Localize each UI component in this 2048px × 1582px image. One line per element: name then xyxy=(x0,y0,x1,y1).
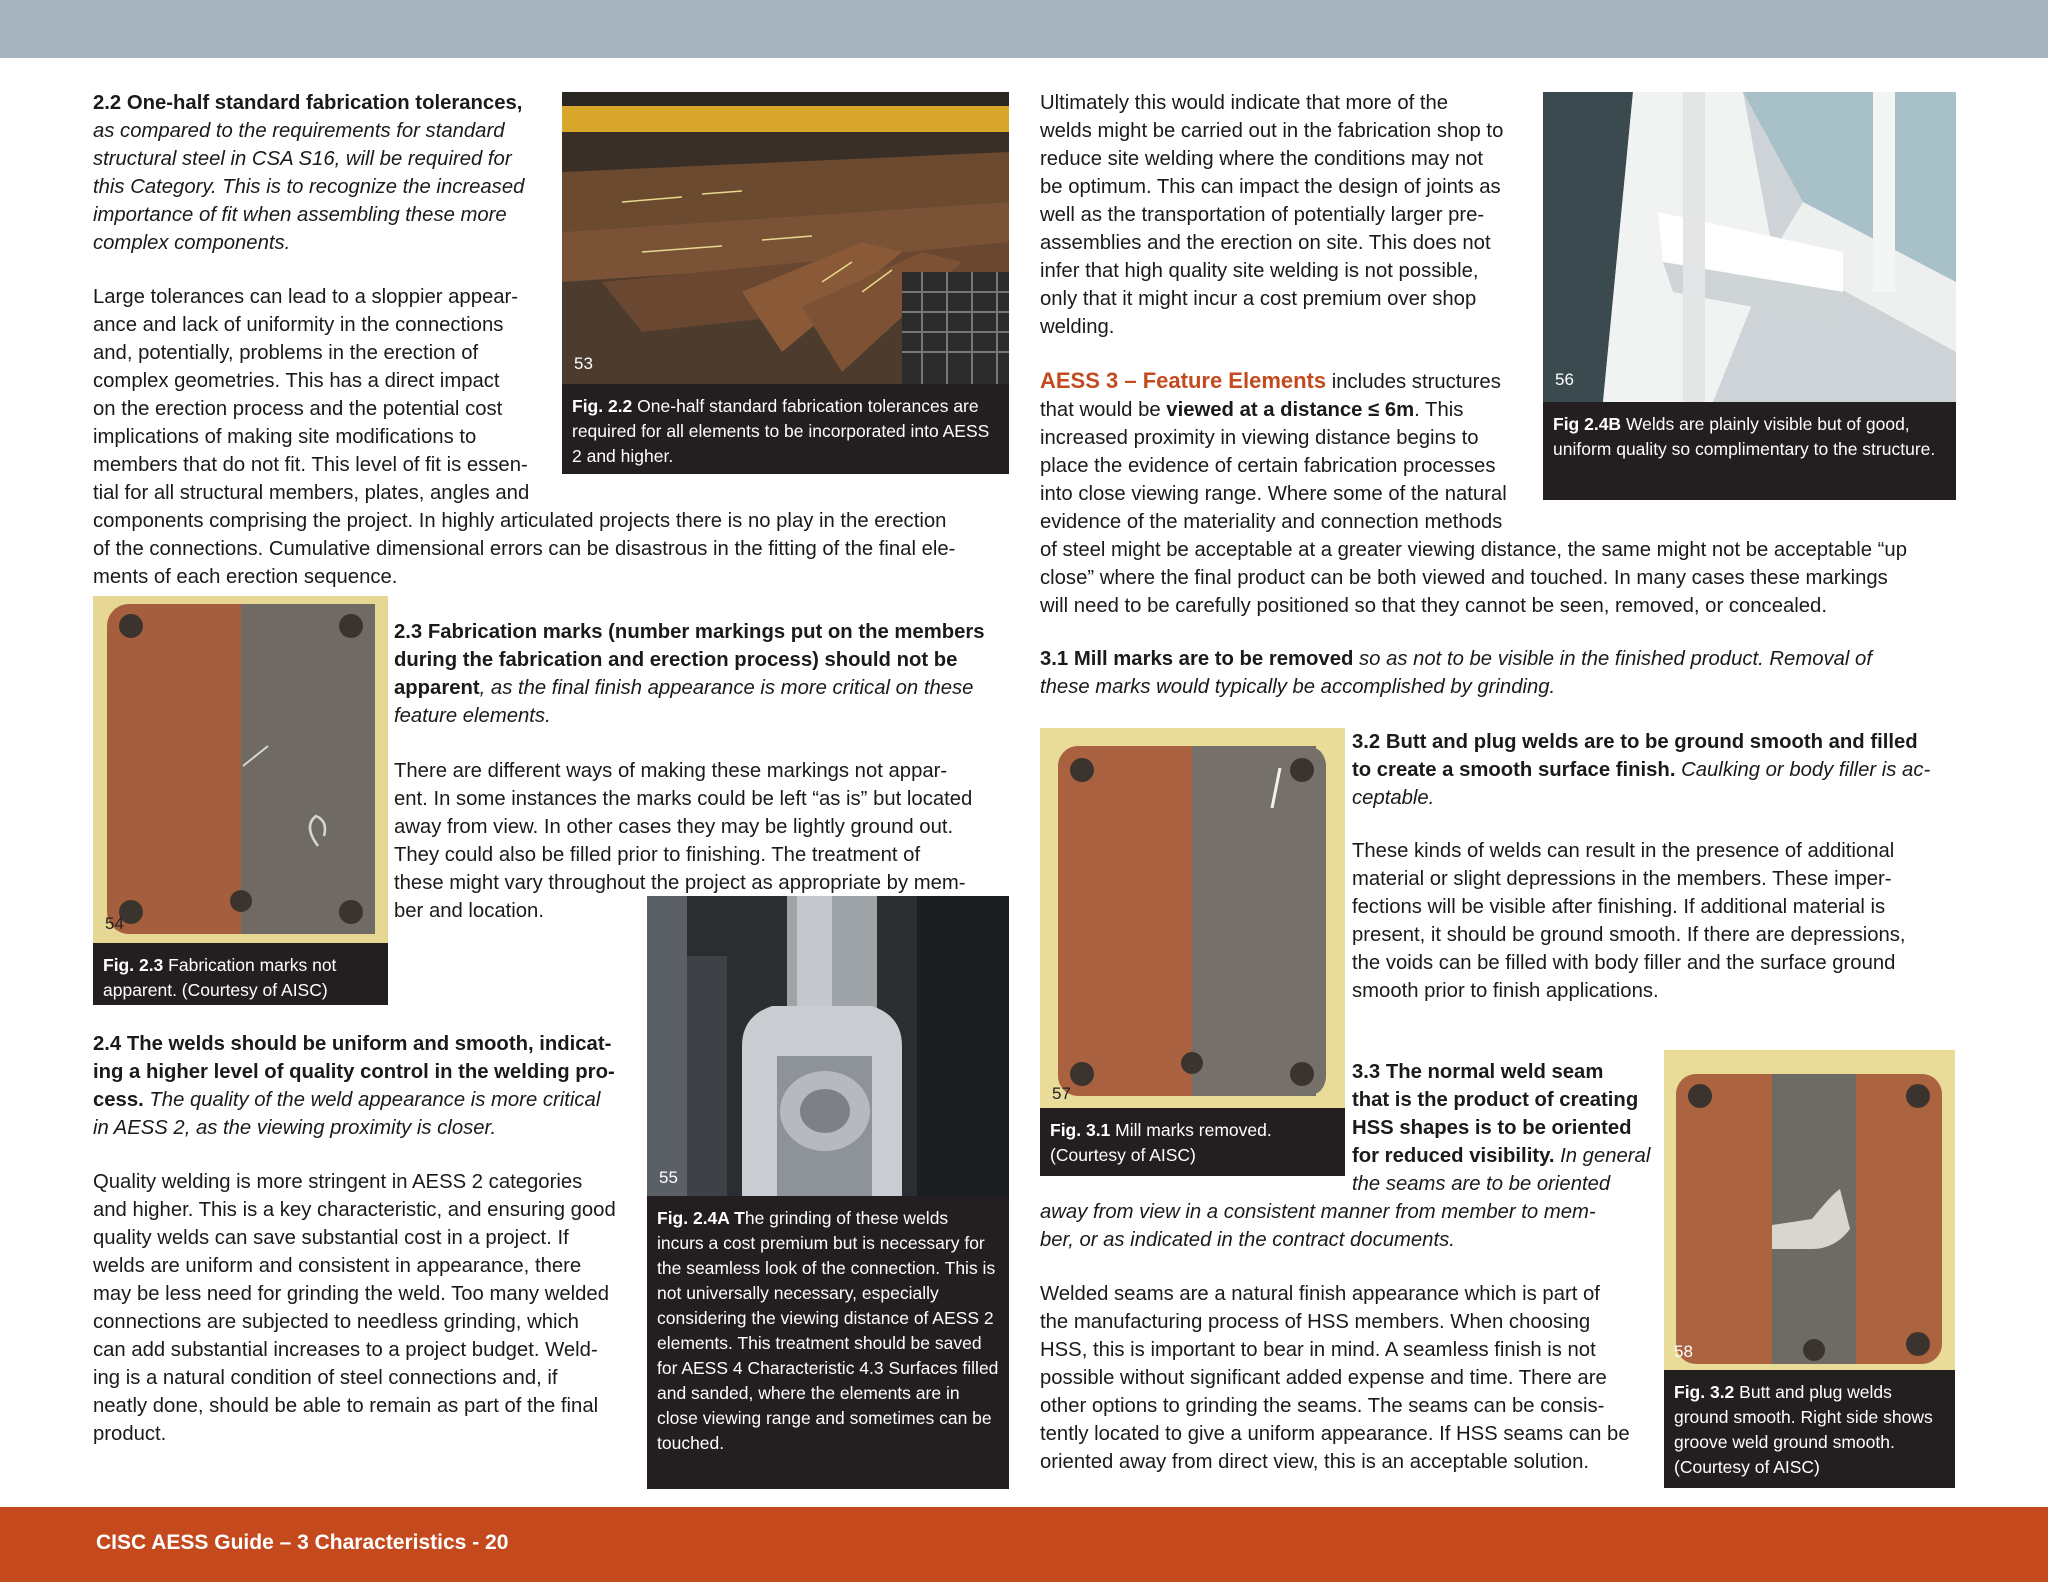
text-line xyxy=(93,535,955,563)
caption-text: Mill marks removed. (Courtesy of AISC) xyxy=(1050,1120,1272,1165)
line-text: away from view in a consistent manner from member to mem- xyxy=(1040,1201,1596,1223)
line-bold: cess. xyxy=(93,1089,144,1111)
figure-53-photo xyxy=(562,92,1009,384)
text-line xyxy=(93,1252,616,1280)
fabrication-plate-image xyxy=(93,596,388,943)
line-text: Ultimately this would indicate that more of the xyxy=(1040,92,1449,114)
figure-56-photo xyxy=(1543,92,1956,402)
text-line xyxy=(1040,173,1503,201)
text-line xyxy=(93,1196,616,1224)
text-line xyxy=(1040,1448,1630,1476)
figure-57-photo xyxy=(1040,728,1345,1108)
line-text: welds might be carried out in the fabrication shop to xyxy=(1040,120,1504,142)
line-text: evidence of the materiality and connection methods xyxy=(1040,511,1503,533)
text-line xyxy=(1040,1392,1630,1420)
text-line xyxy=(1326,371,1501,393)
footer-title: CISC AESS Guide – 3 Characteristics - 20 xyxy=(96,1531,509,1554)
line-text: ber, or as indicated in the contract documents. xyxy=(1040,1229,1455,1251)
line-text: possible without significant added expense and time. There are xyxy=(1040,1367,1607,1389)
text-line xyxy=(1040,508,1907,536)
text-line xyxy=(1352,1086,1650,1114)
text-line xyxy=(1352,1058,1650,1086)
text-line xyxy=(1040,285,1503,313)
text-line xyxy=(93,89,524,117)
line-text: They could also be filled prior to finishing. The treatment of xyxy=(394,844,921,866)
line-text: ments of each erection sequence. xyxy=(93,566,398,588)
text-line xyxy=(1040,1198,1596,1226)
figure-56-caption xyxy=(1543,402,1956,500)
line-italic: , as the final finish appearance is more critical on these xyxy=(479,677,974,699)
line-italic: The quality of the weld appearance is more critical xyxy=(143,1089,601,1111)
line-text: welding. xyxy=(1040,316,1115,338)
text-line xyxy=(394,869,972,897)
line-text: the manufacturing process of HSS members. When choosing xyxy=(1040,1311,1591,1333)
text-line xyxy=(93,229,524,257)
line-text: close” where the final product can be both viewed and touched. In many cases these markings xyxy=(1040,567,1888,589)
text-line xyxy=(93,145,524,173)
figure-57-caption xyxy=(1040,1108,1345,1176)
text-line xyxy=(93,201,524,229)
mill-marks-plate-image xyxy=(1040,728,1345,1108)
line-italic: feature elements. xyxy=(394,705,551,727)
text-line xyxy=(1352,921,1906,949)
ground-weld-connection-image xyxy=(647,896,1009,1196)
text-line xyxy=(93,563,955,591)
text-line xyxy=(1040,229,1503,257)
line-bold: to create a smooth surface finish. xyxy=(1352,759,1676,781)
line-text: includes structures xyxy=(1326,371,1501,393)
text-line xyxy=(93,479,955,507)
line-text: connections are subjected to needless grinding, which xyxy=(93,1311,579,1333)
line-text: complex geometries. This has a direct impact xyxy=(93,370,500,392)
line-bold: ing a higher level of quality control in the welding pro- xyxy=(93,1061,615,1083)
figure-54-photo xyxy=(93,596,388,943)
line-text: ent. In some instances the marks could be left “as is” but located xyxy=(394,788,973,810)
line-bold: viewed at a distance ≤ 6m xyxy=(1166,399,1415,421)
line-text: There are different ways of making these markings not appar- xyxy=(394,760,948,782)
line-italic: so as not to be visible in the finished product. Removal of xyxy=(1353,648,1872,670)
line-bold: 2.4 The welds should be uniform and smooth, indicat- xyxy=(93,1033,612,1055)
text-line xyxy=(1040,1420,1630,1448)
text-line xyxy=(1040,145,1503,173)
text-line xyxy=(1040,1280,1630,1308)
caption-label: Fig 2.4B xyxy=(1553,414,1622,434)
text-line xyxy=(1040,1226,1596,1254)
line-text: may be less need for grinding the weld. Too many welded xyxy=(93,1283,609,1305)
caption-label: Fig. 2.3 xyxy=(103,955,164,975)
line-italic: In general xyxy=(1554,1145,1651,1167)
line-text: oriented away from direct view, this is an acceptable solution. xyxy=(1040,1451,1589,1473)
line-text: place the evidence of certain fabrication processes xyxy=(1040,455,1496,477)
figure-number: 54 xyxy=(105,914,124,933)
line-text: ance and lack of uniformity in the connections xyxy=(93,314,504,336)
text-line xyxy=(1040,536,1907,564)
line-italic: in AESS 2, as the viewing proximity is closer. xyxy=(93,1117,497,1139)
line-text: material or slight depressions in the members. These imper- xyxy=(1352,868,1892,890)
paragraph-weld-kinds xyxy=(1352,837,1906,1005)
line-bold: during the fabrication and erection process) should not be xyxy=(394,649,958,671)
text-line xyxy=(1352,1142,1650,1170)
line-text: quality welds can save substantial cost in a project. If xyxy=(93,1227,569,1249)
figure-58-caption xyxy=(1664,1370,1955,1488)
paragraph-welded-seams xyxy=(1040,1280,1630,1476)
figure-58-photo xyxy=(1664,1050,1955,1370)
caption-text: Fabrication marks not apparent. (Courtesy of AISC) xyxy=(103,955,337,1000)
line-text: that would be xyxy=(1040,399,1167,421)
line-italic: as compared to the requirements for standard xyxy=(93,120,505,142)
line-text: these might vary throughout the project as appropriate by mem- xyxy=(394,872,966,894)
line-bold: 3.1 Mill marks are to be removed xyxy=(1040,648,1354,670)
figure-number: 56 xyxy=(1555,370,1574,389)
text-line xyxy=(1040,1364,1630,1392)
section-3-1 xyxy=(1040,645,1872,701)
footer-bar xyxy=(0,1507,2048,1582)
line-text: ing is a natural condition of steel connections and, if xyxy=(93,1367,558,1389)
text-line xyxy=(1352,1170,1650,1198)
text-line xyxy=(93,1392,616,1420)
text-line xyxy=(93,1086,615,1114)
text-line xyxy=(93,117,524,145)
line-bold: HSS shapes is to be oriented xyxy=(1352,1117,1632,1139)
butt-plug-welds-plate-image xyxy=(1664,1050,1955,1370)
text-line xyxy=(394,813,972,841)
line-text: increased proximity in viewing distance begins to xyxy=(1040,427,1479,449)
line-text: tial for all structural members, plates, angles and xyxy=(93,482,530,504)
paragraph-ultimately xyxy=(1040,89,1503,341)
caption-text: Welds are plainly visible but of good, uniform quality so complimentary to the structure. xyxy=(1553,414,1936,459)
line-text: only that it might incur a cost premium over shop xyxy=(1040,288,1477,310)
section-3-3-continued xyxy=(1040,1198,1596,1254)
line-italic: importance of fit when assembling these more xyxy=(93,204,507,226)
line-bold: that is the product of creating xyxy=(1352,1089,1639,1111)
text-line xyxy=(1352,784,1930,812)
line-bold: 2.3 Fabrication marks (number markings put on the members xyxy=(394,621,985,643)
line-text: present, it should be ground smooth. If there are depressions, xyxy=(1352,924,1906,946)
text-line xyxy=(1040,1336,1630,1364)
text-line xyxy=(1040,89,1503,117)
text-line xyxy=(1040,645,1872,673)
text-line xyxy=(1040,117,1503,145)
figure-number: 53 xyxy=(574,354,593,373)
line-text: into close viewing range. Where some of the natural xyxy=(1040,483,1507,505)
figure-number: 55 xyxy=(659,1168,678,1187)
text-line xyxy=(1040,257,1503,285)
line-text: can add substantial increases to a project budget. Weld- xyxy=(93,1339,598,1361)
text-line xyxy=(93,1058,615,1086)
figure-55-photo xyxy=(647,896,1009,1196)
section-3-2 xyxy=(1352,728,1930,812)
line-text: the voids can be filled with body filler and the surface ground xyxy=(1352,952,1896,974)
caption-text: he grinding of these welds incurs a cost premium but is necessary for the seamless look of the connection. This is not universally necessary, especially considering the viewing distance of AESS 2 elements. This treatment should be saved for AESS 4 Characteristic 4.3 Surfaces filled and sanded, where the elements are in close viewing range and sometimes can be touched. xyxy=(657,1208,999,1453)
text-line xyxy=(93,1114,615,1142)
line-text: on the erection process and the potential cost xyxy=(93,398,503,420)
text-line xyxy=(93,1168,616,1196)
text-line xyxy=(1352,865,1906,893)
caption-label: Fig. 3.1 xyxy=(1050,1120,1111,1140)
text-line xyxy=(93,1364,616,1392)
text-line xyxy=(1352,1114,1650,1142)
line-italic: ceptable. xyxy=(1352,787,1435,809)
text-line xyxy=(93,1308,616,1336)
text-line xyxy=(93,173,524,201)
line-text: smooth prior to finish applications. xyxy=(1352,980,1659,1002)
line-text: Quality welding is more stringent in AESS 2 categories xyxy=(93,1171,583,1193)
line-text: of the connections. Cumulative dimensional errors can be disastrous in the fitting of the final ele- xyxy=(93,538,956,560)
line-text: well as the transportation of potentially larger pre- xyxy=(1040,204,1485,226)
line-text: Large tolerances can lead to a sloppier appear- xyxy=(93,286,519,308)
line-text: other options to grinding the seams. The seams can be consis- xyxy=(1040,1395,1605,1417)
text-line xyxy=(1352,728,1930,756)
line-text: These kinds of welds can result in the presence of additional xyxy=(1352,840,1895,862)
text-line xyxy=(394,674,985,702)
text-line xyxy=(1040,673,1872,701)
section-2-3 xyxy=(394,618,985,730)
line-text: reduce site welding where the conditions may not xyxy=(1040,148,1484,170)
line-text: infer that high quality site welding is not possible, xyxy=(1040,260,1479,282)
line-text: welds are uniform and consistent in appearance, there xyxy=(93,1255,582,1277)
top-bar xyxy=(0,0,2048,58)
line-bold: 3.2 Butt and plug welds are to be ground smooth and filled xyxy=(1352,731,1918,753)
steel-bars-image xyxy=(562,92,1009,384)
caption-text: Butt and plug welds ground smooth. Right side shows groove weld ground smooth. (Courtesy of AISC) xyxy=(1674,1382,1933,1477)
line-text: ber and location. xyxy=(394,900,544,922)
line-italic: these marks would typically be accomplished by grinding. xyxy=(1040,676,1556,698)
line-italic: structural steel in CSA S16, will be required for xyxy=(93,148,512,170)
line-text: . This xyxy=(1414,399,1464,421)
line-italic: complex components. xyxy=(93,232,291,254)
text-line xyxy=(93,507,955,535)
text-line xyxy=(394,841,972,869)
line-text: components comprising the project. In highly articulated projects there is no play in the erection xyxy=(93,510,947,532)
line-text: Welded seams are a natural finish appearance which is part of xyxy=(1040,1283,1600,1305)
caption-text: One-half standard fabrication tolerances are required for all elements to be incorporated into AESS 2 and higher. xyxy=(572,396,990,466)
text-line xyxy=(1040,592,1907,620)
paragraph-quality-welding xyxy=(93,1168,616,1448)
line-text: be optimum. This can impact the design of joints as xyxy=(1040,176,1501,198)
text-line xyxy=(1040,201,1503,229)
line-italic: the seams are to be oriented xyxy=(1352,1173,1611,1195)
line-text: HSS, this is important to bear in mind. A seamless finish is not xyxy=(1040,1339,1596,1361)
line-text: of steel might be acceptable at a greater viewing distance, the same might not be acceptable “up xyxy=(1040,539,1907,561)
line-text: and higher. This is a key characteristic, and ensuring good xyxy=(93,1199,616,1221)
text-line xyxy=(93,1336,616,1364)
caption-label: Fig. 3.2 xyxy=(1674,1382,1735,1402)
line-text: neatly done, should be able to remain as part of the final xyxy=(93,1395,599,1417)
welded-window-frame-image xyxy=(1543,92,1956,402)
line-text: tently located to give a uniform appearance. If HSS seams can be xyxy=(1040,1423,1630,1445)
text-line xyxy=(93,1280,616,1308)
line-text: away from view. In other cases they may be lightly ground out. xyxy=(394,816,954,838)
line-bold: apparent xyxy=(394,677,480,699)
section-2-4 xyxy=(93,1030,615,1142)
text-line xyxy=(394,702,985,730)
caption-label: Fig. 2.2 xyxy=(572,396,633,416)
text-line xyxy=(93,1224,616,1252)
text-line xyxy=(93,1420,616,1448)
line-text: will need to be carefully positioned so that they cannot be seen, removed, or concealed. xyxy=(1040,595,1827,617)
text-line xyxy=(1352,837,1906,865)
section-3-3 xyxy=(1352,1058,1650,1198)
text-line xyxy=(93,1030,615,1058)
line-text: assemblies and the erection on site. This does not xyxy=(1040,232,1491,254)
line-italic: this Category. This is to recognize the increased xyxy=(93,176,525,198)
line-italic: Caulking or body filler is ac- xyxy=(1675,759,1931,781)
aess3-heading: AESS 3 – Feature Elements xyxy=(1040,368,1327,393)
caption-label: Fig. 2.4A T xyxy=(657,1208,745,1228)
line-bold: 2.2 One-half standard fabrication tolerances, xyxy=(93,92,523,114)
line-text: and, potentially, problems in the erection of xyxy=(93,342,479,364)
text-line xyxy=(1352,977,1906,1005)
line-bold: 3.3 The normal weld seam xyxy=(1352,1061,1604,1083)
line-bold: for reduced visibility. xyxy=(1352,1145,1555,1167)
text-line xyxy=(394,785,972,813)
figure-55-caption xyxy=(647,1196,1009,1489)
text-line xyxy=(1040,1308,1630,1336)
figure-53-caption xyxy=(562,384,1009,474)
section-2-2 xyxy=(93,89,524,257)
text-line xyxy=(1352,893,1906,921)
text-line xyxy=(1040,564,1907,592)
line-text: fections will be visible after finishing. If additional material is xyxy=(1352,896,1886,918)
figure-number: 58 xyxy=(1674,1342,1693,1361)
text-line xyxy=(1352,949,1906,977)
figure-54-caption xyxy=(93,943,388,1005)
line-text: product. xyxy=(93,1423,167,1445)
text-line xyxy=(394,757,972,785)
text-line xyxy=(1040,313,1503,341)
text-line xyxy=(394,646,985,674)
text-line xyxy=(1352,756,1930,784)
figure-number: 57 xyxy=(1052,1084,1071,1103)
line-text: implications of making site modifications to xyxy=(93,426,477,448)
text-line xyxy=(394,618,985,646)
line-text: members that do not fit. This level of fit is essen- xyxy=(93,454,528,476)
